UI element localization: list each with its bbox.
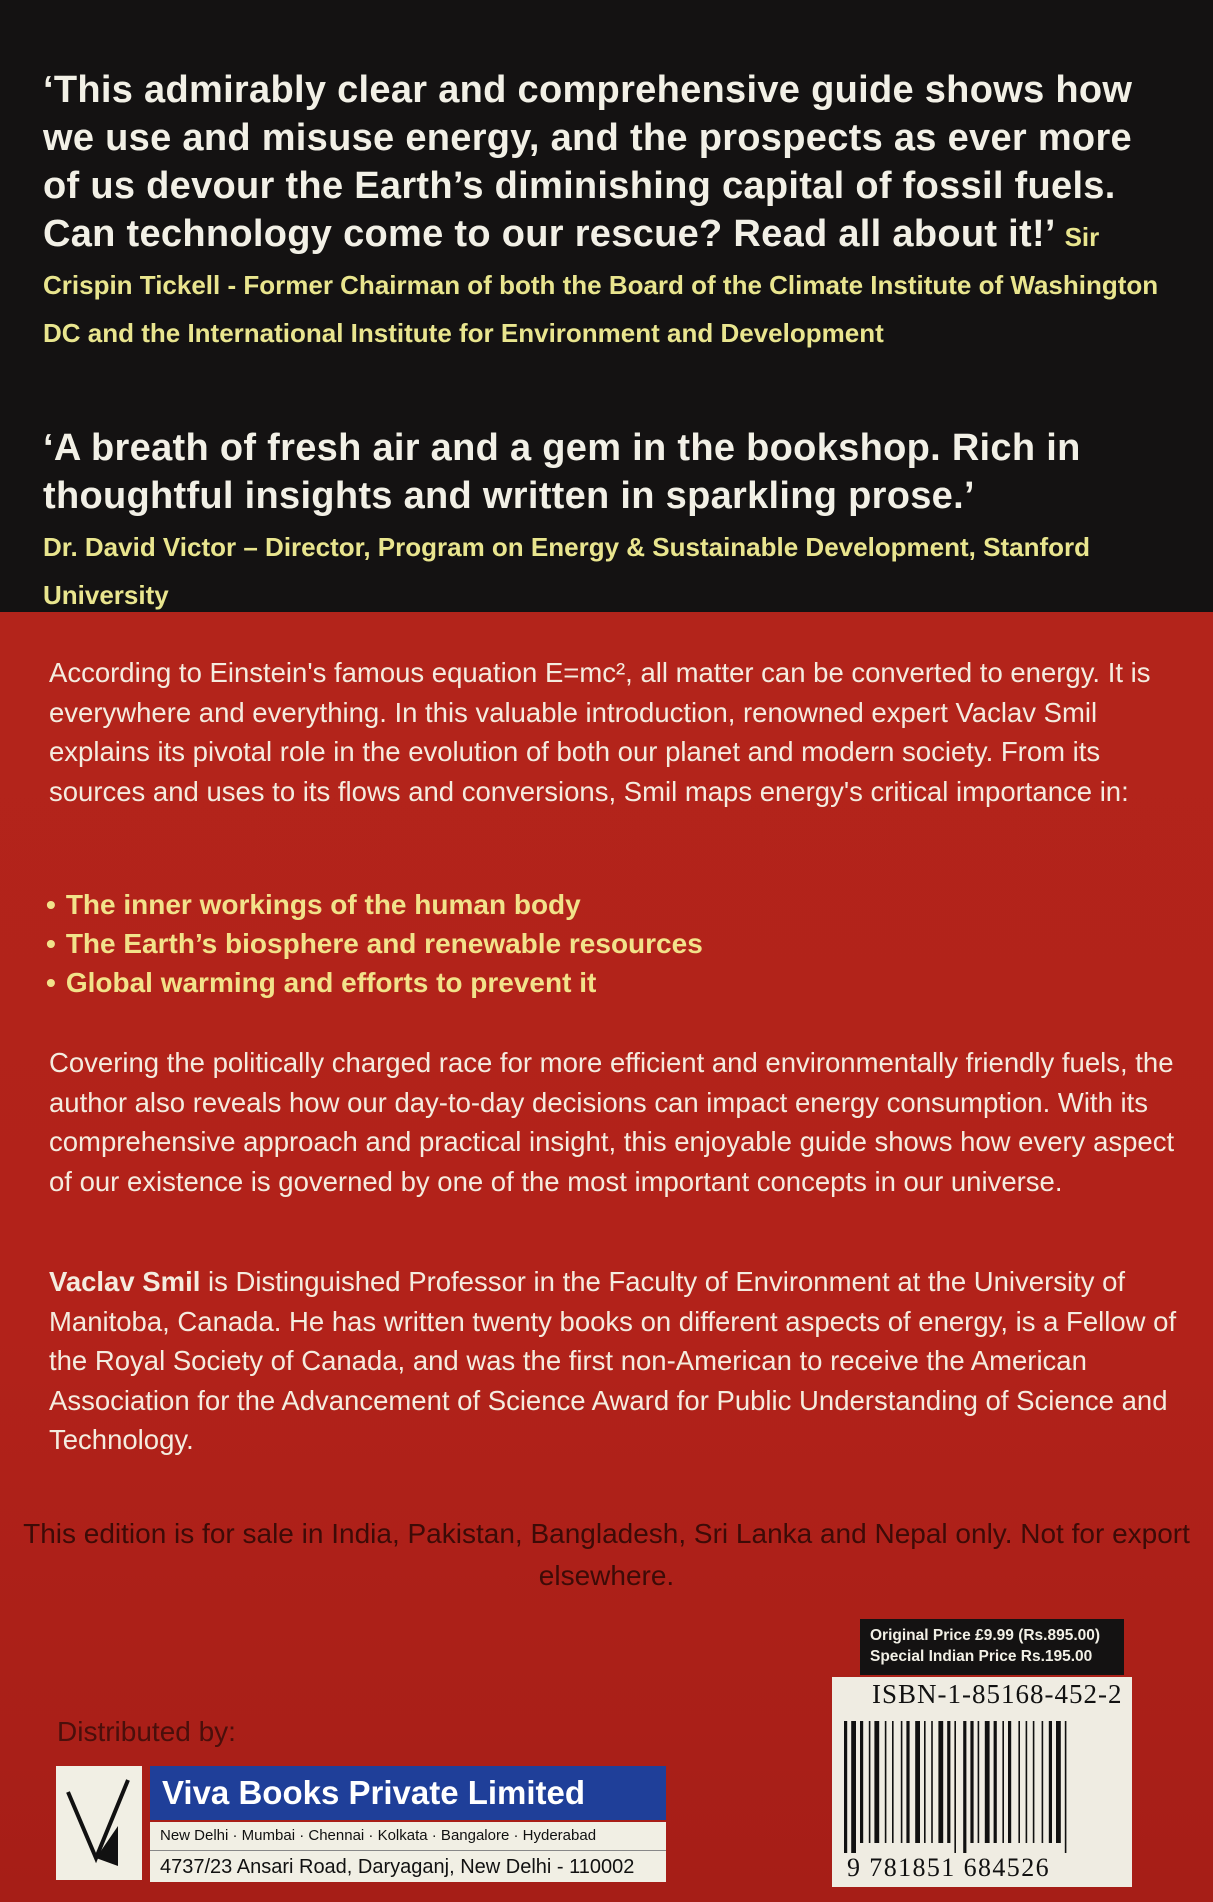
distributor-name: Viva Books Private Limited	[150, 1766, 666, 1820]
barcode-bar	[851, 1721, 856, 1853]
isbn-barcode	[832, 1677, 1132, 1887]
quote-attribution: Sir Crispin Tickell - Former Chairman of both the Board of the Climate Institute of Washington DC and the International Institute for Environment and Development	[43, 222, 1159, 348]
barcode-bar	[874, 1721, 879, 1843]
barcode-bar	[869, 1721, 871, 1843]
barcode-number: 9 781851 684526	[847, 1853, 1050, 1882]
barcode-bar	[970, 1721, 973, 1843]
topic-item: • Global warming and efforts to prevent it	[46, 963, 703, 1002]
barcode-bar	[985, 1721, 990, 1843]
viva-logo-icon	[56, 1766, 142, 1880]
original-price: Original Price £9.99 (Rs.895.00)	[870, 1627, 1101, 1644]
barcode-bar	[1056, 1721, 1061, 1843]
barcode-bar	[915, 1721, 920, 1843]
topic-item: • The Earth’s biosphere and renewable resources	[46, 924, 703, 963]
barcode-bar	[978, 1721, 980, 1843]
barcode-bar	[1026, 1721, 1028, 1843]
barcode-bar	[938, 1721, 943, 1843]
publisher-logo	[56, 1766, 142, 1880]
quote-attribution: Dr. David Victor – Director, Program on Energy & Sustainable Development, Stanford University	[43, 532, 1091, 610]
barcode-bar	[1033, 1721, 1035, 1843]
distributor-address: 4737/23 Ansari Road, Daryaganj, New Delhi - 110002	[150, 1850, 666, 1882]
barcode-bar	[1065, 1721, 1067, 1853]
barcode-bar	[892, 1721, 894, 1843]
price-box	[860, 1619, 1124, 1675]
description-intro: According to Einstein's famous equation E=mc², all matter can be converted to energy. It is everywhere and everything. In this valuable introduction, renowned expert Vaclav Smil explains its pivotal role in the evolution of both our planet and modern society. From its sources and uses to its flows and conversions, Smil maps energy's critical importance in:	[49, 657, 1151, 807]
barcode-bar	[860, 1721, 863, 1843]
endorsement-quote-2	[43, 424, 1173, 616]
barcode-bar	[906, 1721, 909, 1843]
barcode-bar	[1018, 1721, 1020, 1843]
barcode-bar	[954, 1721, 956, 1853]
barcode-bar	[844, 1721, 847, 1853]
barcode-bar	[901, 1721, 903, 1843]
distributor-label: Distributed by:	[57, 1716, 236, 1747]
special-price: Special Indian Price Rs.195.00	[870, 1648, 1093, 1665]
author-name: Vaclav Smil	[49, 1266, 201, 1297]
quote-text: ‘This admirably clear and comprehensive guide shows how we use and misuse energy, and the prospects as ever more of us devour the Earth’s diminishing capital of fossil fuels. Can technology come to our rescue? Read all about it!’	[43, 69, 1133, 255]
barcode-bar	[1002, 1721, 1004, 1843]
barcode-bar	[994, 1721, 997, 1843]
barcode-bar	[924, 1721, 926, 1843]
barcode-bar	[1042, 1721, 1044, 1843]
quote-text: ‘A breath of fresh air and a gem in the bookshop. Rich in thoughtful insights and written in sparkling prose.’	[43, 427, 1081, 517]
topic-item: • The inner workings of the human body	[46, 885, 703, 924]
endorsement-quote-1	[43, 66, 1173, 354]
distributor-cities: New Delhi · Mumbai · Chennai · Kolkata · Bangalore · Hyderabad	[150, 1822, 666, 1850]
barcode-bar	[931, 1721, 933, 1843]
barcode-bar	[885, 1721, 887, 1843]
topic-list	[46, 885, 703, 1002]
isbn-text: ISBN-1-85168-452-2	[872, 1679, 1123, 1709]
barcode-bars-icon	[844, 1721, 1120, 1853]
author-bio	[49, 1262, 1179, 1460]
author-bio-text: is Distinguished Professor in the Faculty of Environment at the University of Manitoba, Canada. He has written twenty books on different aspects of energy, is a Fellow of the Royal Society of Canada, and was the first non-American to receive the American Association for the Advancement of Science Award for Public Understanding of Science and Technology.	[49, 1266, 1177, 1455]
barcode-bar	[963, 1721, 966, 1853]
description-closing: Covering the politically charged race for more efficient and environmentally friendly fuels, the author also reveals how our day-to-day decisions can impact energy consumption. With its comprehensive approach and practical insight, this enjoyable guide shows how every aspect of our existence is governed by one of the most important concepts in our universe.	[49, 1047, 1175, 1197]
barcode-bar	[947, 1721, 950, 1843]
barcode-bar	[1008, 1721, 1011, 1843]
sale-notice: This edition is for sale in India, Pakistan, Bangladesh, Sri Lanka and Nepal only. Not for export elsewhere.	[23, 1518, 1190, 1591]
barcode-bar	[1049, 1721, 1052, 1843]
